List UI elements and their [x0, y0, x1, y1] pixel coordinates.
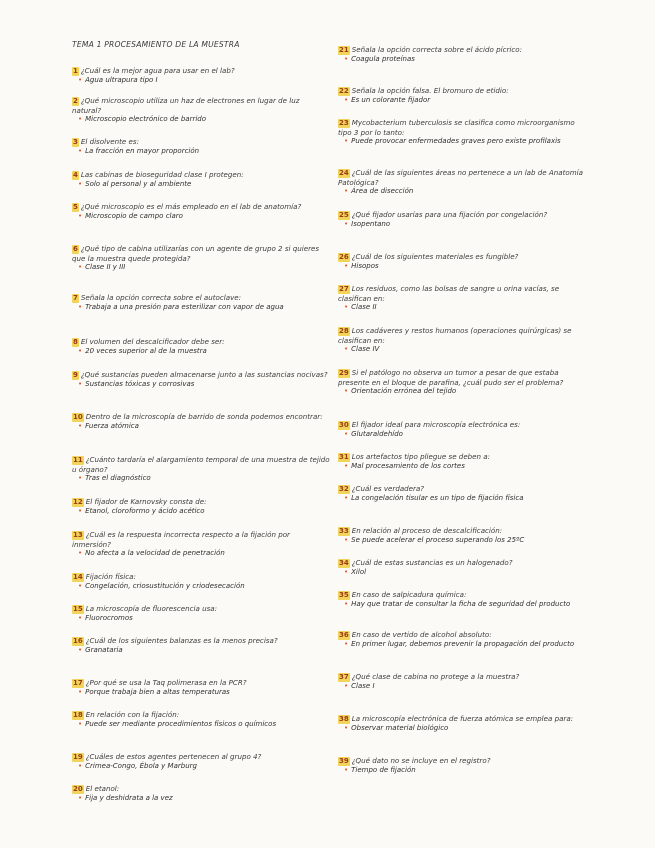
- question-text: En caso de salpicadura química:: [351, 590, 467, 599]
- answer-text: • Mal procesamiento de los cortes: [338, 462, 586, 471]
- answer-text: • Microscopio de campo claro: [72, 212, 330, 221]
- question-text: ¿Qué sustancias pueden almacenarse junto a las sustancias nocivas?: [80, 370, 328, 379]
- question-text: Mycobacterium tuberculosis se clasifica como microorganismo tipo 3 por lo tanto:: [338, 118, 575, 137]
- question-item: [338, 118, 586, 146]
- answer-text: • Trabaja a una presión para esterilizar con vapor de agua: [72, 303, 330, 312]
- question-text: ¿Qué tipo de cabina utilizarías con un agente de grupo 2 si quieres que la muestra quede protegida?: [72, 244, 320, 263]
- question-item: [338, 590, 586, 609]
- question-item: [338, 252, 586, 271]
- question-number: 14: [73, 573, 83, 581]
- question-text: ¿Por qué se usa la Taq polimerasa en la PCR?: [85, 678, 247, 687]
- question-number: 11: [73, 456, 83, 464]
- question-number: 6: [73, 245, 78, 253]
- answer-text: • La congelación tisular es un tipo de fijación física: [338, 494, 586, 503]
- question-text: ¿Cuál de los siguientes materiales es fungible?: [351, 252, 519, 261]
- question-item: [338, 86, 586, 105]
- question-item: [72, 784, 330, 803]
- question-number: 9: [73, 371, 78, 379]
- question-text: El fijador de Karnovsky consta de:: [85, 497, 207, 506]
- answer-text: • Puede provocar enfermedades graves pero existe profilaxis: [338, 137, 586, 146]
- question-number: 18: [73, 711, 83, 719]
- answer-text: • Clase II: [338, 303, 586, 312]
- answer-text: • 20 veces superior al de la muestra: [72, 347, 330, 356]
- answer-text: • Fija y deshidrata a la vez: [72, 794, 330, 803]
- question-number: 22: [339, 87, 349, 95]
- question-number: 10: [73, 413, 83, 421]
- answer-text: • Coagula proteínas: [338, 55, 586, 64]
- question-item: [72, 497, 330, 516]
- answer-text: • La fracción en mayor proporción: [72, 147, 330, 156]
- answer-text: • Clase II y III: [72, 263, 330, 272]
- question-number: 4: [73, 171, 78, 179]
- answer-text: • Isopentano: [338, 220, 586, 229]
- question-item: [72, 710, 330, 729]
- question-number: 12: [73, 498, 83, 506]
- answer-text: • En primer lugar, debemos prevenir la propagación del producto: [338, 640, 586, 649]
- answer-text: • Fuerza atómica: [72, 422, 330, 431]
- question-text: Señala la opción correcta sobre el autoclave:: [80, 293, 242, 302]
- question-number: 24: [339, 169, 349, 177]
- question-number: 8: [73, 338, 78, 346]
- question-item: [338, 326, 586, 354]
- question-item: [72, 370, 330, 389]
- question-number: 7: [73, 294, 78, 302]
- question-number: 2: [73, 97, 78, 105]
- question-text: El volumen del descalcificador debe ser:: [80, 337, 225, 346]
- question-item: [72, 530, 330, 558]
- question-text: ¿Qué dato no se incluye en el registro?: [351, 756, 491, 765]
- question-number: 29: [339, 369, 349, 377]
- question-item: [72, 412, 330, 431]
- question-text: ¿Cuáles de estos agentes pertenecen al grupo 4?: [85, 752, 262, 761]
- question-text: Fijación física:: [85, 572, 136, 581]
- question-item: [338, 45, 586, 64]
- question-item: [72, 455, 330, 483]
- answer-text: • Microscopio electrónico de barrido: [72, 115, 330, 124]
- question-item: [72, 202, 330, 221]
- answer-text: • Se puede acelerar el proceso superando los 25ºC: [338, 536, 586, 545]
- question-number: 28: [339, 327, 349, 335]
- answer-text: • Orientación errónea del tejido: [338, 387, 586, 396]
- question-item: [338, 284, 586, 312]
- answer-text: • Crimea-Congo, Ébola y Marburg: [72, 762, 330, 771]
- question-number: 23: [339, 119, 349, 127]
- question-text: Las cabinas de bioseguridad clase I protegen:: [80, 170, 244, 179]
- question-text: La microscopía de fluorescencia usa:: [85, 604, 218, 613]
- question-item: [72, 678, 330, 697]
- question-number: 33: [339, 527, 349, 535]
- question-item: [338, 756, 586, 775]
- question-number: 19: [73, 753, 83, 761]
- question-item: [72, 572, 330, 591]
- question-number: 17: [73, 679, 83, 687]
- question-text: ¿Cuál de estas sustancias es un halogenado?: [351, 558, 513, 567]
- question-item: [72, 137, 330, 156]
- page-title: TEMA 1 PROCESAMIENTO DE LA MUESTRA: [72, 40, 240, 49]
- question-item: [338, 630, 586, 649]
- question-number: 35: [339, 591, 349, 599]
- question-item: [338, 452, 586, 471]
- question-number: 39: [339, 757, 349, 765]
- question-item: [72, 244, 330, 272]
- question-text: ¿Cuál de las siguientes áreas no pertenece a un lab de Anatomía Patológica?: [338, 168, 583, 187]
- question-number: 1: [73, 67, 78, 75]
- answer-text: • Clase I: [338, 682, 586, 691]
- answer-text: • Hisopos: [338, 262, 586, 271]
- question-item: [72, 96, 330, 124]
- answer-text: • Xilol: [338, 568, 586, 577]
- answer-text: • No afecta a la velocidad de penetración: [72, 549, 330, 558]
- answer-text: • Solo al personal y al ambiente: [72, 180, 330, 189]
- answer-text: • Glutaraldehído: [338, 430, 586, 439]
- question-number: 27: [339, 285, 349, 293]
- question-text: ¿Cuál de los siguientes balanzas es la menos precisa?: [85, 636, 278, 645]
- question-number: 30: [339, 421, 349, 429]
- question-item: [72, 636, 330, 655]
- question-text: Dentro de la microscopía de barrido de sonda podemos encontrar:: [85, 412, 323, 421]
- question-text: El disolvente es:: [80, 137, 139, 146]
- question-item: [72, 752, 330, 771]
- question-number: 32: [339, 485, 349, 493]
- question-text: ¿Qué microscopio utiliza un haz de electrones en lugar de luz natural?: [72, 96, 300, 115]
- question-number: 31: [339, 453, 349, 461]
- question-text: La microscopía electrónica de fuerza atómica se emplea para:: [351, 714, 574, 723]
- question-number: 16: [73, 637, 83, 645]
- answer-text: • Puede ser mediante procedimientos físicos o químicos: [72, 720, 330, 729]
- question-number: 13: [73, 531, 83, 539]
- question-item: [338, 484, 586, 503]
- question-number: 21: [339, 46, 349, 54]
- question-text: ¿Cuál es la mejor agua para usar en el lab?: [80, 66, 235, 75]
- question-item: [72, 66, 330, 85]
- question-item: [72, 293, 330, 312]
- question-text: En caso de vertido de alcohol absoluto:: [351, 630, 492, 639]
- answer-text: • Etanol, cloroformo y ácido acético: [72, 507, 330, 516]
- question-text: En relación al proceso de descalcificación:: [351, 526, 503, 535]
- answer-text: • Sustancias tóxicas y corrosivas: [72, 380, 330, 389]
- question-text: ¿Qué microscopio es el más empleado en el lab de anatomía?: [80, 202, 302, 211]
- question-number: 3: [73, 138, 78, 146]
- answer-text: • Porque trabaja bien a altas temperaturas: [72, 688, 330, 697]
- question-text: Los residuos, como las bolsas de sangre u orina vacías, se clasifican en:: [338, 284, 560, 303]
- question-text: ¿Cuál es verdadera?: [351, 484, 425, 493]
- left-column: [72, 40, 330, 802]
- question-text: Los cadáveres y restos humanos (operaciones quirúrgicas) se clasifican en:: [338, 326, 572, 345]
- question-item: [72, 604, 330, 623]
- question-item: [338, 210, 586, 229]
- question-text: Señala la opción correcta sobre el ácido pícrico:: [351, 45, 523, 54]
- answer-text: • Granataria: [72, 646, 330, 655]
- question-text: ¿Cuál es la respuesta incorrecta respecto a la fijación por inmersión?: [72, 530, 290, 549]
- question-text: El fijador ideal para microscopía electrónica es:: [351, 420, 521, 429]
- question-item: [338, 526, 586, 545]
- question-item: [338, 168, 586, 196]
- question-number: 25: [339, 211, 349, 219]
- answer-text: • Hay que tratar de consultar la ficha de seguridad del producto: [338, 600, 586, 609]
- answer-text: • Tras el diagnóstico: [72, 474, 330, 483]
- question-text: El etanol:: [85, 784, 120, 793]
- question-number: 15: [73, 605, 83, 613]
- question-text: En relación con la fijación:: [85, 710, 180, 719]
- question-text: ¿Qué clase de cabina no protege a la muestra?: [351, 672, 520, 681]
- answer-text: • Fluorocromos: [72, 614, 330, 623]
- question-text: Si el patólogo no observa un tumor a pesar de que estaba presente en el bloque de parafina, ¿cuál pudo ser el problema?: [338, 368, 564, 387]
- answer-text: • Agua ultrapura tipo I: [72, 76, 330, 85]
- question-number: 5: [73, 203, 78, 211]
- question-item: [72, 170, 330, 189]
- answer-text: • Área de disección: [338, 187, 586, 196]
- question-item: [338, 558, 586, 577]
- question-text: ¿Qué fijador usarías para una fijación por congelación?: [351, 210, 548, 219]
- answer-text: • Es un colorante fijador: [338, 96, 586, 105]
- question-text: Los artefactos tipo pliegue se deben a:: [351, 452, 491, 461]
- question-number: 20: [73, 785, 83, 793]
- answer-text: • Tiempo de fijación: [338, 766, 586, 775]
- answer-text: • Congelación, criosustitución y criodesecación: [72, 582, 330, 591]
- question-text: Señala la opción falsa. El bromuro de etidio:: [351, 86, 509, 95]
- question-number: 34: [339, 559, 349, 567]
- question-number: 26: [339, 253, 349, 261]
- question-item: [338, 714, 586, 733]
- answer-text: • Clase IV: [338, 345, 586, 354]
- question-item: [338, 368, 586, 396]
- answer-text: • Observar material biológico: [338, 724, 586, 733]
- question-item: [72, 337, 330, 356]
- question-item: [338, 672, 586, 691]
- question-number: 38: [339, 715, 349, 723]
- question-text: ¿Cuánto tardaría el alargamiento temporal de una muestra de tejido u órgano?: [72, 455, 330, 474]
- question-number: 37: [339, 673, 349, 681]
- question-item: [338, 420, 586, 439]
- question-number: 36: [339, 631, 349, 639]
